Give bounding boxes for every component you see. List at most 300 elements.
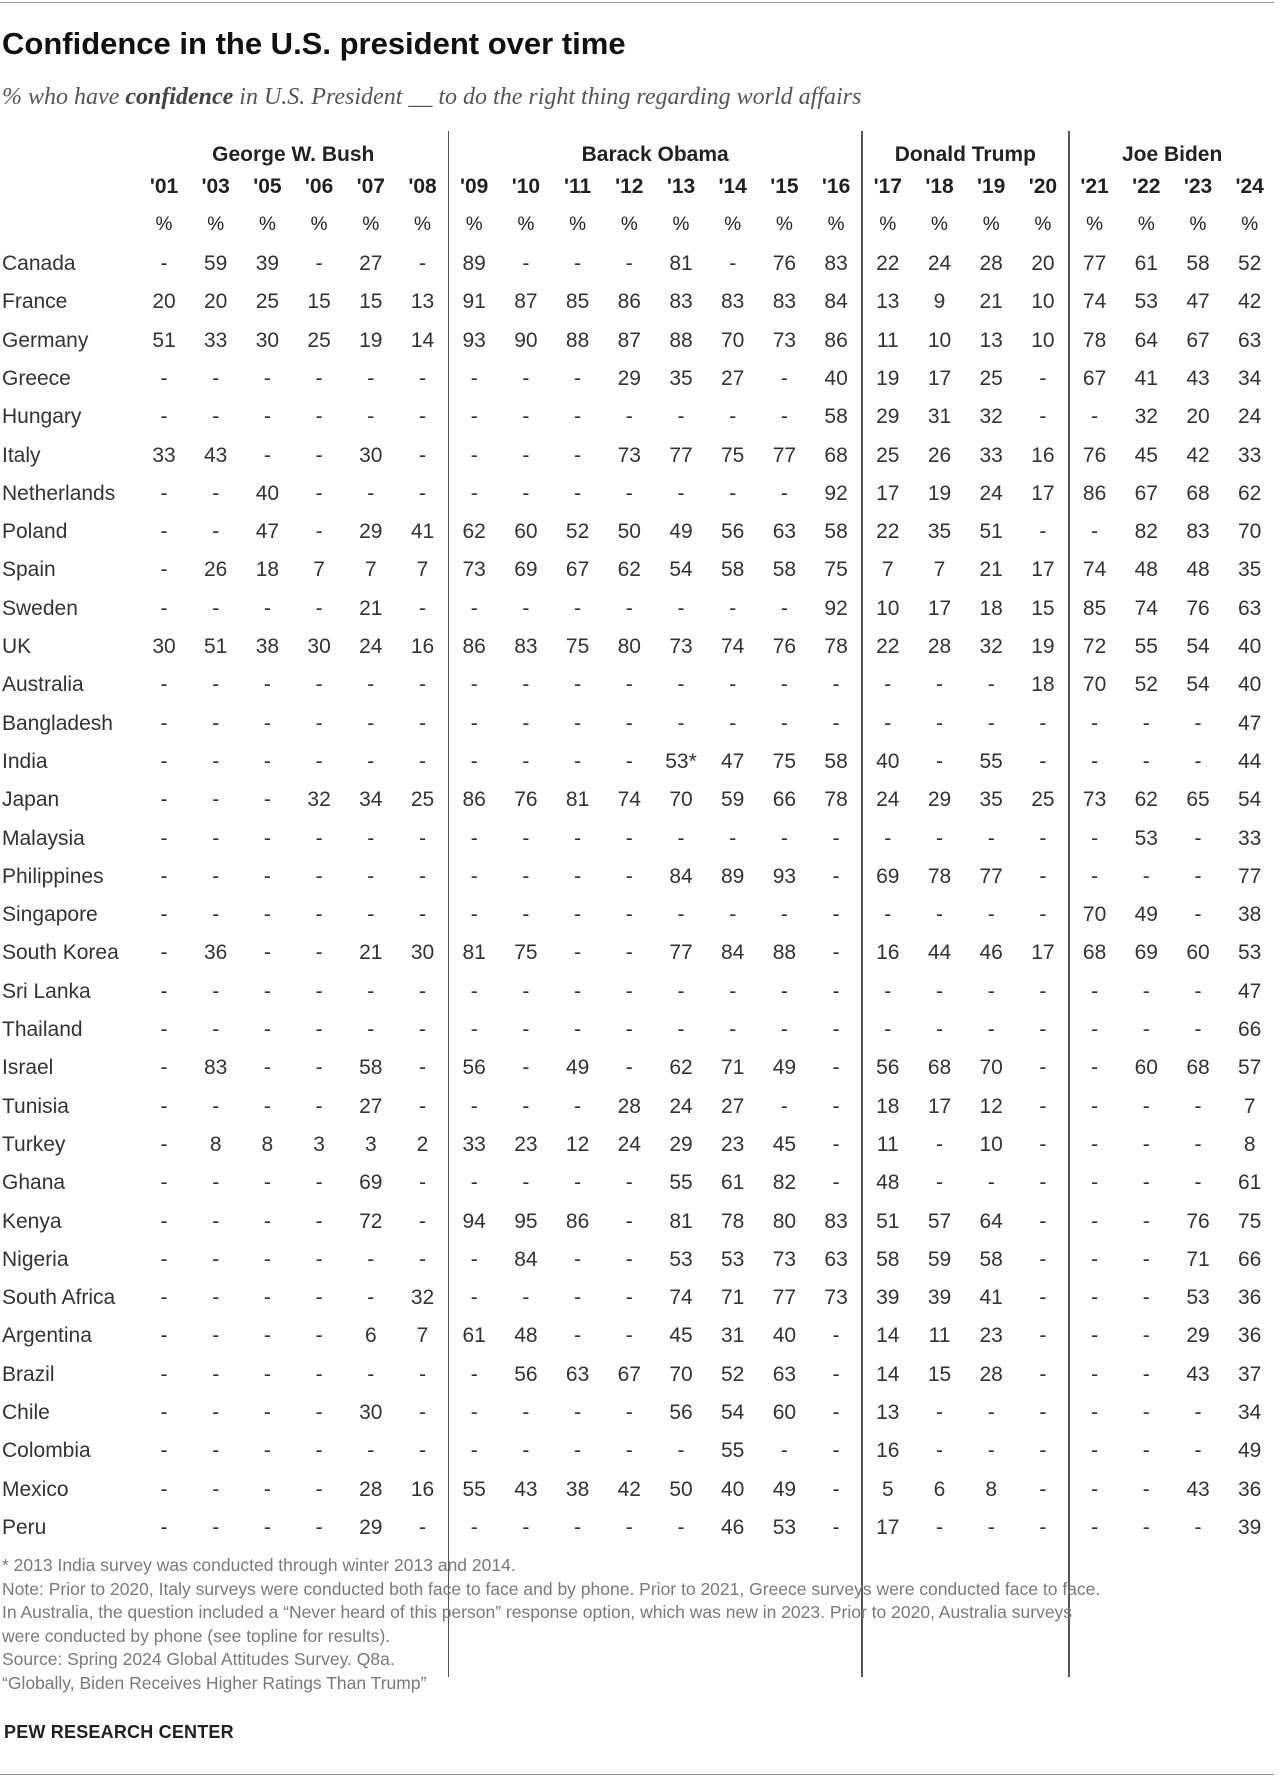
- table-cell: 77: [1238, 864, 1262, 888]
- year-header-24: '24: [1235, 175, 1264, 198]
- table-cell: -: [1091, 1018, 1099, 1041]
- table-cell: -: [263, 1324, 271, 1348]
- table-cell: -: [780, 481, 788, 505]
- table-cell: -: [1194, 864, 1202, 888]
- table-cell: 13: [876, 1401, 900, 1424]
- table-cell: 43: [1186, 366, 1210, 390]
- table-cell: 28: [359, 1477, 383, 1501]
- table-cell: -: [419, 1209, 426, 1233]
- table-cell: 77: [772, 1286, 797, 1310]
- table-cell: 75: [772, 749, 797, 773]
- table-cell: -: [522, 979, 530, 1003]
- table-cell: -: [367, 481, 375, 505]
- table-cell: -: [832, 864, 840, 888]
- table-cell: -: [522, 864, 530, 888]
- table-cell: -: [832, 673, 840, 697]
- table-cell: -: [832, 826, 840, 850]
- table-cell: -: [212, 864, 220, 888]
- table-cell: 28: [979, 252, 1003, 275]
- table-cell: 93: [772, 864, 797, 888]
- table-cell: 60: [772, 1401, 797, 1424]
- table-cell: 56: [721, 520, 745, 544]
- table-cell: -: [780, 673, 788, 697]
- table-cell: 67: [1186, 328, 1210, 352]
- table-cell: -: [522, 405, 530, 429]
- table-cell: -: [470, 749, 478, 773]
- table-cell: -: [160, 1209, 168, 1233]
- year-header-11: '11: [563, 175, 592, 198]
- table-cell: -: [936, 1171, 943, 1195]
- table-cell: 12: [565, 1132, 590, 1156]
- table-cell: -: [832, 711, 840, 735]
- table-cell: 33: [979, 443, 1003, 467]
- table-cell: -: [625, 749, 633, 773]
- unit-label: %: [155, 214, 173, 235]
- table-cell: -: [367, 405, 375, 429]
- table-cell: 39: [927, 1286, 952, 1310]
- table-cell: 27: [721, 366, 745, 390]
- table-cell: 19: [927, 481, 952, 505]
- table-cell: 21: [979, 290, 1003, 314]
- table-cell: 46: [979, 941, 1003, 965]
- table-cell: 66: [1238, 1247, 1262, 1271]
- table-cell: -: [160, 405, 168, 429]
- table-cell: 13: [410, 290, 435, 314]
- country-label: Germany: [2, 328, 89, 352]
- table-cell: -: [936, 903, 943, 927]
- table-cell: 23: [979, 1324, 1003, 1348]
- table-cell: -: [1091, 1247, 1099, 1271]
- table-cell: -: [574, 979, 582, 1003]
- table-cell: -: [315, 673, 323, 697]
- table-cell: 86: [824, 328, 848, 352]
- table-cell: -: [212, 1324, 220, 1348]
- table-cell: 17: [1031, 558, 1055, 582]
- table-cell: -: [574, 596, 582, 620]
- table-cell: -: [419, 252, 426, 275]
- table-cell: -: [522, 1056, 530, 1080]
- table-cell: -: [1091, 1132, 1099, 1156]
- table-cell: -: [263, 711, 271, 735]
- unit-label: %: [1241, 214, 1259, 235]
- table-cell: 58: [772, 558, 797, 582]
- table-cell: 35: [979, 788, 1003, 812]
- table-cell: 76: [1082, 443, 1107, 467]
- table-cell: -: [677, 596, 685, 620]
- table-cell: 87: [617, 328, 641, 352]
- table-cell: 12: [979, 1094, 1003, 1118]
- table-cell: 15: [359, 290, 383, 314]
- table-cell: 11: [876, 328, 899, 352]
- table-cell: 83: [204, 1056, 228, 1080]
- table-cell: 16: [410, 1477, 435, 1501]
- table-cell: 10: [876, 596, 900, 620]
- table-cell: 69: [514, 558, 538, 582]
- table-cell: 68: [1186, 1056, 1210, 1080]
- table-cell: -: [1194, 1171, 1202, 1195]
- table-cell: 59: [721, 788, 745, 812]
- table-cell: 48: [514, 1324, 538, 1348]
- table-cell: -: [729, 405, 737, 429]
- table-cell: 8: [261, 1132, 274, 1156]
- table-cell: 32: [410, 1286, 435, 1310]
- table-cell: -: [936, 673, 943, 697]
- table-cell: -: [625, 1247, 633, 1271]
- table-cell: -: [160, 979, 168, 1003]
- table-cell: 72: [359, 1209, 383, 1233]
- table-cell: 71: [721, 1286, 745, 1310]
- table-cell: -: [677, 1439, 685, 1463]
- table-cell: 68: [824, 443, 848, 467]
- table-cell: -: [1039, 1286, 1047, 1310]
- table-cell: -: [987, 1515, 995, 1539]
- table-cell: 7: [416, 558, 429, 582]
- table-cell: -: [263, 1247, 271, 1271]
- table-cell: -: [677, 903, 685, 927]
- year-header-12: '12: [615, 175, 644, 198]
- table-cell: -: [625, 596, 633, 620]
- table-cell: 75: [514, 941, 538, 965]
- table-cell: 2: [416, 1132, 429, 1156]
- table-cell: 45: [669, 1324, 693, 1348]
- table-cell: 77: [979, 864, 1003, 888]
- table-cell: 22: [876, 520, 900, 544]
- table-cell: -: [212, 673, 220, 697]
- table-cell: -: [677, 979, 685, 1003]
- table-cell: -: [367, 979, 375, 1003]
- country-label: Australia: [2, 673, 84, 697]
- table-cell: 56: [462, 1056, 486, 1080]
- table-cell: 14: [410, 328, 435, 352]
- table-cell: 49: [669, 520, 693, 544]
- table-cell: 33: [152, 443, 176, 467]
- table-cell: 13: [979, 328, 1003, 352]
- table-cell: -: [263, 596, 271, 620]
- table-cell: -: [1039, 1132, 1047, 1156]
- table-cell: -: [470, 1362, 478, 1386]
- table-cell: -: [315, 749, 323, 773]
- table-cell: -: [832, 1324, 840, 1348]
- country-label: South Korea: [2, 941, 119, 965]
- table-cell: -: [1091, 1094, 1099, 1118]
- table-cell: 92: [824, 481, 848, 505]
- table-cell: 58: [824, 749, 848, 773]
- table-cell: -: [832, 941, 840, 965]
- table-cell: -: [625, 864, 633, 888]
- table-cell: 70: [669, 1362, 693, 1386]
- table-cell: 33: [462, 1132, 486, 1156]
- table-cell: 75: [1238, 1209, 1262, 1233]
- table-cell: -: [315, 1286, 323, 1310]
- table-cell: -: [419, 1171, 426, 1195]
- note-methodology-3: were conducted by phone (see topline for results).: [2, 1625, 391, 1646]
- table-cell: -: [315, 1477, 323, 1501]
- table-cell: -: [212, 1515, 220, 1539]
- table-cell: 54: [1186, 673, 1210, 697]
- table-cell: -: [1039, 903, 1047, 927]
- table-cell: -: [832, 1439, 840, 1463]
- unit-label: %: [879, 214, 897, 235]
- table-cell: 28: [979, 1362, 1003, 1386]
- group-divider: [861, 131, 863, 1677]
- table-cell: -: [160, 711, 168, 735]
- table-cell: -: [987, 979, 995, 1003]
- table-cell: 75: [565, 635, 590, 658]
- table-cell: -: [263, 1171, 271, 1195]
- table-cell: -: [1194, 1401, 1202, 1424]
- table-cell: -: [1039, 864, 1047, 888]
- table-cell: 48: [1134, 558, 1158, 582]
- table-cell: -: [470, 711, 478, 735]
- table-cell: 34: [1238, 366, 1262, 390]
- table-cell: -: [212, 903, 220, 927]
- table-cell: -: [677, 826, 685, 850]
- table-cell: 39: [1238, 1515, 1262, 1539]
- year-header-09: '09: [460, 175, 489, 198]
- table-cell: -: [470, 1247, 478, 1271]
- table-cell: -: [419, 979, 426, 1003]
- table-cell: -: [315, 1171, 323, 1195]
- table-cell: -: [470, 481, 478, 505]
- table-cell: 7: [933, 558, 946, 582]
- table-cell: -: [1091, 1477, 1099, 1501]
- table-cell: -: [212, 711, 220, 735]
- table-cell: -: [625, 979, 633, 1003]
- table-cell: -: [1091, 1056, 1099, 1080]
- table-cell: 40: [772, 1324, 797, 1348]
- table-cell: -: [263, 1056, 271, 1080]
- note-asterisk: * 2013 India survey was conducted through winter 2013 and 2014.: [2, 1555, 516, 1575]
- table-cell: -: [160, 1018, 168, 1041]
- president-header-joe-biden: Joe Biden: [1121, 143, 1223, 166]
- table-cell: 17: [1031, 941, 1055, 965]
- table-cell: 55: [462, 1477, 486, 1501]
- table-cell: 94: [462, 1209, 486, 1233]
- group-divider: [1068, 131, 1070, 1677]
- table-cell: 41: [979, 1286, 1003, 1310]
- table-cell: -: [574, 1515, 582, 1539]
- table-cell: -: [574, 941, 582, 965]
- unit-label: %: [414, 214, 431, 235]
- table-cell: 40: [876, 749, 900, 773]
- table-cell: -: [1039, 1247, 1047, 1271]
- table-cell: -: [625, 1401, 633, 1424]
- table-cell: -: [419, 1018, 426, 1041]
- table-cell: -: [884, 826, 892, 850]
- table-cell: -: [212, 520, 220, 544]
- table-cell: -: [574, 1324, 582, 1348]
- table-cell: -: [160, 1439, 168, 1463]
- table-cell: 73: [824, 1286, 848, 1310]
- table-cell: -: [625, 1018, 633, 1041]
- table-cell: -: [263, 1286, 271, 1310]
- table-cell: -: [315, 903, 323, 927]
- table-cell: 43: [514, 1477, 538, 1501]
- table-cell: -: [419, 864, 426, 888]
- table-cell: -: [1039, 1439, 1047, 1463]
- unit-label: %: [672, 214, 690, 235]
- table-cell: -: [212, 1439, 220, 1463]
- table-cell: -: [1194, 826, 1202, 850]
- table-cell: -: [1039, 1171, 1047, 1195]
- table-cell: -: [212, 979, 220, 1003]
- table-cell: 24: [979, 481, 1003, 505]
- table-cell: -: [574, 1247, 582, 1271]
- unit-label: %: [517, 214, 535, 235]
- table-cell: 15: [927, 1362, 952, 1386]
- country-label: Kenya: [2, 1209, 62, 1233]
- table-cell: -: [1142, 1439, 1150, 1463]
- table-cell: 53: [772, 1515, 797, 1539]
- table-cell: -: [780, 979, 788, 1003]
- table-cell: 46: [721, 1515, 745, 1539]
- table-cell: -: [1039, 405, 1047, 429]
- table-cell: 48: [1186, 558, 1210, 582]
- country-label: Netherlands: [2, 481, 116, 505]
- country-label: India: [2, 749, 48, 773]
- table-cell: 24: [669, 1094, 693, 1118]
- table-cell: 78: [721, 1209, 745, 1233]
- country-label: Argentina: [2, 1324, 92, 1348]
- country-label: Sri Lanka: [2, 979, 91, 1003]
- table-cell: -: [832, 1401, 840, 1424]
- table-cell: 25: [1031, 788, 1055, 812]
- table-cell: 55: [1134, 635, 1158, 658]
- country-label: Canada: [2, 252, 76, 275]
- country-label: Chile: [2, 1401, 50, 1424]
- table-cell: 88: [565, 328, 590, 352]
- subtitle-prefix: % who have: [2, 84, 126, 110]
- table-cell: -: [367, 749, 375, 773]
- table-cell: -: [1142, 864, 1150, 888]
- table-cell: -: [419, 366, 426, 390]
- table-cell: -: [832, 1132, 840, 1156]
- chart-title: Confidence in the U.S. president over time: [2, 26, 626, 61]
- table-cell: -: [1194, 979, 1202, 1003]
- table-cell: -: [263, 1094, 271, 1118]
- table-cell: 43: [1186, 1362, 1210, 1386]
- year-header-15: '15: [770, 175, 799, 198]
- unit-label: %: [982, 214, 1000, 235]
- table-cell: -: [987, 1439, 995, 1463]
- table-cell: -: [522, 749, 530, 773]
- table-cell: 53: [669, 1247, 693, 1271]
- table-cell: -: [677, 405, 685, 429]
- note-source: Source: Spring 2024 Global Attitudes Survey. Q8a.: [2, 1649, 395, 1670]
- table-cell: 23: [514, 1132, 538, 1156]
- table-cell: -: [470, 979, 478, 1003]
- table-cell: -: [522, 1515, 530, 1539]
- table-cell: 85: [1082, 596, 1107, 620]
- table-cell: -: [677, 481, 685, 505]
- table-cell: 29: [359, 1515, 383, 1539]
- table-cell: -: [884, 1018, 892, 1041]
- table-cell: 31: [721, 1324, 745, 1348]
- table-cell: -: [1039, 1324, 1047, 1348]
- table-cell: 50: [617, 520, 641, 544]
- table-cell: -: [522, 481, 530, 505]
- table-cell: 83: [669, 290, 693, 314]
- table-cell: -: [780, 366, 788, 390]
- table-cell: 83: [824, 1209, 848, 1233]
- table-cell: -: [1194, 903, 1202, 927]
- table-cell: -: [1091, 1286, 1099, 1310]
- table-cell: -: [470, 1018, 478, 1041]
- table-cell: -: [160, 903, 168, 927]
- table-cell: 61: [462, 1324, 486, 1348]
- table-cell: -: [1142, 711, 1150, 735]
- table-cell: -: [160, 1401, 168, 1424]
- table-cell: -: [160, 826, 168, 850]
- table-cell: 67: [565, 558, 590, 582]
- table-cell: 61: [1238, 1171, 1262, 1195]
- table-cell: -: [1194, 1439, 1202, 1463]
- table-cell: 15: [307, 290, 331, 314]
- table-cell: -: [263, 1209, 271, 1233]
- table-cell: 55: [721, 1439, 745, 1463]
- table-cell: 82: [1134, 520, 1158, 544]
- table-cell: -: [263, 826, 271, 850]
- table-cell: 8: [1243, 1132, 1256, 1156]
- table-cell: -: [160, 673, 168, 697]
- table-cell: -: [1091, 1362, 1099, 1386]
- table-cell: 11: [928, 1324, 951, 1348]
- country-label: South Africa: [2, 1286, 116, 1310]
- table-cell: 20: [1186, 405, 1210, 429]
- table-cell: -: [625, 711, 633, 735]
- unit-label: %: [310, 214, 328, 235]
- table-cell: 83: [824, 252, 848, 275]
- table-cell: 10: [927, 328, 952, 352]
- table-cell: 84: [514, 1247, 538, 1271]
- table-cell: -: [1039, 749, 1047, 773]
- table-cell: 71: [1186, 1247, 1210, 1271]
- table-cell: 49: [772, 1056, 797, 1080]
- table-cell: 74: [669, 1286, 693, 1310]
- table-cell: -: [574, 443, 582, 467]
- table-cell: 37: [1238, 1362, 1262, 1386]
- table-cell: 62: [1134, 788, 1158, 812]
- year-header-07: '07: [356, 175, 385, 198]
- table-cell: -: [522, 1286, 530, 1310]
- table-cell: -: [625, 826, 633, 850]
- table-cell: 30: [410, 941, 435, 965]
- table-cell: -: [677, 1515, 685, 1539]
- table-cell: 81: [462, 941, 486, 965]
- table-cell: 49: [772, 1477, 797, 1501]
- unit-label: %: [362, 214, 380, 235]
- table-cell: -: [419, 596, 426, 620]
- table-cell: -: [1039, 366, 1047, 390]
- table-cell: 34: [1238, 1401, 1262, 1424]
- table-cell: 80: [617, 635, 641, 658]
- table-cell: -: [987, 711, 995, 735]
- table-cell: -: [160, 252, 168, 275]
- year-header-16: '16: [821, 175, 851, 198]
- table-cell: 58: [979, 1247, 1003, 1271]
- table-cell: 33: [1238, 826, 1262, 850]
- table-cell: 60: [1134, 1056, 1158, 1080]
- table-cell: -: [315, 1209, 323, 1233]
- table-cell: -: [315, 366, 323, 390]
- table-cell: 54: [669, 558, 693, 582]
- table-cell: 68: [1082, 941, 1107, 965]
- table-cell: -: [936, 711, 943, 735]
- table-cell: 48: [876, 1171, 900, 1195]
- table-cell: -: [729, 979, 737, 1003]
- table-cell: -: [574, 826, 582, 850]
- table-cell: 74: [1082, 558, 1107, 582]
